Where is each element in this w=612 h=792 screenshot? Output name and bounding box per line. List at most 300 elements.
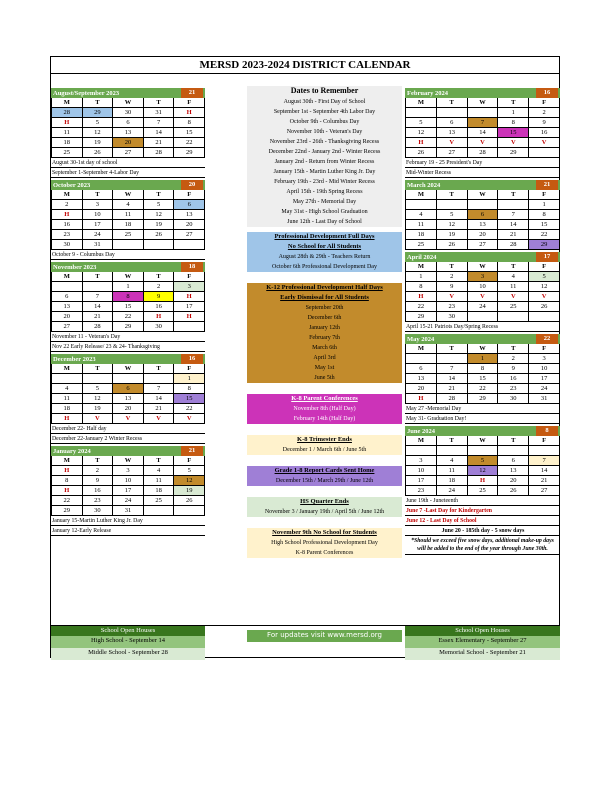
date-cell — [144, 506, 175, 516]
k8pc-date: February 14th (Half Day) — [293, 416, 356, 422]
month-name: February 2024 — [407, 89, 448, 97]
month-header — [51, 262, 205, 272]
date-cell: 30 — [144, 322, 175, 332]
date-cell: 14 — [144, 128, 175, 138]
school-day-count: 18 — [181, 262, 203, 272]
date-cell: 1 — [174, 374, 205, 384]
date-cell: 13 — [468, 220, 499, 230]
school-day-count: 21 — [181, 446, 203, 456]
month-grid — [51, 456, 205, 516]
date-cell: 16 — [83, 486, 114, 496]
date-cell: 26 — [498, 486, 529, 496]
date-cell: 14 — [83, 302, 114, 312]
date-cell: 22 — [529, 230, 560, 240]
date-cell: 1 — [468, 354, 499, 364]
dates-box — [247, 86, 402, 227]
date-cell: 31 — [83, 240, 114, 250]
spacer — [247, 455, 402, 461]
date-cell: H — [52, 414, 83, 424]
nov9-title: November 9th No School for Students — [272, 529, 377, 536]
date-cell: 13 — [174, 210, 205, 220]
date-cell: 22 — [52, 496, 83, 506]
date-cell — [83, 282, 114, 292]
date-cell: 26 — [529, 302, 560, 312]
month-header — [405, 252, 560, 262]
date-cell: 26 — [174, 496, 205, 506]
date-cell: 12 — [468, 466, 499, 476]
month-note: *Should we exceed five snow days, additional make-up days will be added to the end of the year through June 30th. — [405, 536, 560, 555]
date-cell — [468, 200, 499, 210]
date-cell: 4 — [437, 456, 468, 466]
month-grid — [51, 364, 205, 424]
date-cell: 23 — [437, 302, 468, 312]
date-cell: 2 — [52, 200, 83, 210]
date-cell: 8 — [529, 210, 560, 220]
month-block — [405, 88, 560, 178]
date-cell — [498, 200, 529, 210]
date-cell: 11 — [498, 282, 529, 292]
date-cell: 19 — [83, 404, 114, 414]
date-cell: 2 — [437, 272, 468, 282]
pd-title: Professional Development Full Days — [274, 233, 375, 240]
month-name: May 2024 — [407, 335, 435, 343]
date-cell: 3 — [468, 272, 499, 282]
date-cell: 10 — [113, 476, 144, 486]
month-note: June 7 -Last Day for Kindergarten — [405, 506, 560, 516]
date-cell: 5 — [83, 384, 114, 394]
date-cell: V — [529, 292, 560, 302]
date-cell: 6 — [498, 456, 529, 466]
month-note: August 30-1st day of school — [51, 158, 205, 168]
info-box — [247, 466, 402, 486]
date-cell: 29 — [174, 148, 205, 158]
day-header: T — [144, 364, 175, 374]
date-cell: V — [498, 292, 529, 302]
month-header — [405, 334, 560, 344]
day-header: W — [113, 272, 144, 282]
info-box — [247, 283, 402, 383]
date-cell: H — [406, 394, 437, 404]
date-cell: 15 — [113, 302, 144, 312]
day-header: T — [144, 190, 175, 200]
day-header: T — [83, 364, 114, 374]
date-cell: 24 — [83, 230, 114, 240]
date-cell: 5 — [529, 272, 560, 282]
date-cell: 19 — [83, 138, 114, 148]
date-cell: 17 — [83, 220, 114, 230]
nov9-line: High School Professional Development Day — [271, 540, 378, 546]
day-header: T — [437, 98, 468, 108]
day-header: T — [83, 272, 114, 282]
info-box — [247, 528, 402, 558]
month-header — [405, 88, 560, 98]
date-cell: 18 — [144, 486, 175, 496]
month-note: June 20 - 185th day - 5 snow days — [405, 526, 560, 536]
date-cell: 17 — [174, 302, 205, 312]
date-cell: 5 — [144, 200, 175, 210]
day-header: T — [83, 190, 114, 200]
k12-sub: Early Dismissal for All Students — [280, 294, 369, 301]
day-header: T — [83, 456, 114, 466]
date-cell: 16 — [144, 302, 175, 312]
date-cell — [437, 446, 468, 456]
date-cell: 3 — [113, 466, 144, 476]
date-cell: 20 — [498, 476, 529, 486]
month-name: October 2023 — [53, 181, 91, 189]
date-cell: 27 — [174, 230, 205, 240]
school-day-count: 16 — [536, 88, 558, 98]
date-cell — [174, 322, 205, 332]
date-cell — [113, 240, 144, 250]
k12-date: May 1st — [314, 365, 335, 371]
month-name: June 2024 — [407, 427, 435, 435]
date-cell: 21 — [144, 138, 175, 148]
date-cell: H — [406, 292, 437, 302]
day-header: T — [437, 344, 468, 354]
date-cell: 11 — [144, 476, 175, 486]
spacer — [247, 383, 402, 389]
day-header: T — [498, 436, 529, 446]
date-cell — [113, 374, 144, 384]
day-header: F — [174, 272, 205, 282]
date-cell: 8 — [498, 118, 529, 128]
day-header: W — [113, 364, 144, 374]
date-cell: 4 — [52, 384, 83, 394]
date-cell: H — [52, 486, 83, 496]
month-grid — [405, 190, 560, 250]
date-cell: 5 — [468, 456, 499, 466]
date-line: May 31st - High School Graduation — [281, 209, 368, 215]
date-cell: 24 — [468, 302, 499, 312]
date-cell: 12 — [83, 394, 114, 404]
hs-quarter-dates: November 3 / January 19th / April 5th / June 12th — [264, 509, 385, 515]
month-name: August/September 2023 — [53, 89, 120, 97]
date-cell: 5 — [437, 210, 468, 220]
date-cell: 21 — [437, 384, 468, 394]
date-cell: 28 — [468, 148, 499, 158]
day-header: W — [468, 344, 499, 354]
date-cell: 21 — [498, 230, 529, 240]
date-cell: 11 — [437, 466, 468, 476]
date-cell: 30 — [437, 312, 468, 322]
date-cell: V — [468, 138, 499, 148]
dates-column — [247, 86, 402, 558]
date-cell: H — [52, 210, 83, 220]
date-cell: 5 — [83, 118, 114, 128]
date-cell: 7 — [144, 118, 175, 128]
date-cell: 19 — [144, 220, 175, 230]
date-cell — [174, 506, 205, 516]
day-header: W — [113, 190, 144, 200]
month-note: May 31- Graduation Day! — [405, 414, 560, 424]
school-day-count: 8 — [536, 426, 558, 436]
date-cell: 29 — [83, 108, 114, 118]
date-cell: 22 — [406, 302, 437, 312]
date-cell: H — [174, 312, 205, 322]
date-cell: H — [174, 292, 205, 302]
day-header: T — [144, 456, 175, 466]
date-cell: 25 — [468, 486, 499, 496]
date-cell: 3 — [529, 354, 560, 364]
date-cell: 9 — [144, 292, 175, 302]
info-box — [247, 497, 402, 517]
date-cell: 12 — [529, 282, 560, 292]
open-house-memorial: Memorial School - September 21 — [405, 648, 560, 660]
month-grid — [405, 436, 560, 496]
date-cell: 13 — [52, 302, 83, 312]
date-line: February 19th - 23rd - Mid Winter Recess — [274, 179, 375, 185]
date-cell: 10 — [529, 364, 560, 374]
report-card-dates: December 15th / March 29th / June 12th — [275, 478, 374, 484]
school-day-count: 20 — [181, 180, 203, 190]
date-cell: 22 — [174, 404, 205, 414]
date-cell: 18 — [437, 476, 468, 486]
date-line: April 15th - 19th Spring Recess — [286, 189, 363, 195]
month-note: October 9 - Columbus Day — [51, 250, 205, 260]
school-day-count: 21 — [181, 88, 203, 98]
day-header: W — [468, 436, 499, 446]
spacer — [247, 486, 402, 492]
date-cell: 30 — [83, 506, 114, 516]
date-cell: 27 — [468, 240, 499, 250]
date-cell: 9 — [83, 476, 114, 486]
date-cell: 11 — [52, 128, 83, 138]
date-cell: 19 — [437, 230, 468, 240]
calendar-page — [50, 56, 560, 658]
right-column — [405, 86, 560, 555]
day-header: M — [406, 344, 437, 354]
date-cell: 20 — [174, 220, 205, 230]
dates-title: Dates to Remember — [290, 86, 359, 95]
pd-line: August 28th & 29th - Teachers Return — [278, 254, 371, 260]
month-block — [405, 426, 560, 555]
month-note: January 12-Early Release — [51, 526, 205, 536]
month-name: April 2024 — [407, 253, 437, 261]
footer — [51, 625, 559, 659]
date-cell — [529, 312, 560, 322]
date-cell: 1 — [498, 108, 529, 118]
date-cell: 13 — [498, 466, 529, 476]
date-cell: 19 — [174, 486, 205, 496]
date-cell: 5 — [174, 466, 205, 476]
date-cell: 1 — [406, 272, 437, 282]
date-cell: 15 — [174, 394, 205, 404]
date-cell: H — [52, 118, 83, 128]
date-cell: 9 — [529, 118, 560, 128]
date-cell — [529, 446, 560, 456]
date-cell: 20 — [113, 404, 144, 414]
date-cell: 8 — [174, 118, 205, 128]
date-cell — [174, 240, 205, 250]
open-house-essex: Essex Elementary - September 27 — [405, 636, 560, 648]
date-cell: 6 — [113, 118, 144, 128]
date-cell: 22 — [113, 312, 144, 322]
month-grid — [51, 190, 205, 250]
date-cell: 14 — [529, 466, 560, 476]
date-cell: 12 — [144, 210, 175, 220]
date-cell: 9 — [437, 282, 468, 292]
date-cell: 25 — [406, 240, 437, 250]
date-cell: 13 — [113, 128, 144, 138]
month-block — [51, 88, 205, 178]
date-cell: 15 — [529, 220, 560, 230]
school-day-count: 22 — [536, 334, 558, 344]
date-cell — [468, 312, 499, 322]
date-cell: 17 — [113, 486, 144, 496]
date-cell: 11 — [406, 220, 437, 230]
month-note: Nov 22 Early Release/ 23 & 24- Thanksgiving — [51, 342, 205, 352]
date-cell: 14 — [498, 220, 529, 230]
date-cell: 10 — [83, 210, 114, 220]
day-header: T — [437, 436, 468, 446]
date-cell: 1 — [529, 200, 560, 210]
school-day-count: 16 — [181, 354, 203, 364]
day-header: W — [468, 190, 499, 200]
date-cell: V — [144, 414, 175, 424]
report-card-title: Grade 1-8 Report Cards Sent Home — [274, 467, 375, 474]
date-cell: 31 — [113, 506, 144, 516]
date-cell: 26 — [406, 148, 437, 158]
date-line: November 23rd - 26th - Thanksgiving Recess — [269, 139, 380, 145]
date-cell — [468, 108, 499, 118]
date-cell: 27 — [529, 486, 560, 496]
date-cell — [52, 374, 83, 384]
day-header: M — [406, 98, 437, 108]
k12-date: March 6th — [312, 345, 337, 351]
date-cell: H — [144, 312, 175, 322]
date-cell: 23 — [52, 230, 83, 240]
updates-link[interactable]: For updates visit www.mersd.org — [247, 630, 402, 642]
date-cell: 25 — [144, 496, 175, 506]
date-cell: V — [468, 292, 499, 302]
date-cell: 4 — [113, 200, 144, 210]
date-cell: 29 — [406, 312, 437, 322]
date-cell: 11 — [52, 394, 83, 404]
month-note: February 19 - 25 President's Day — [405, 158, 560, 168]
month-header — [51, 180, 205, 190]
day-header: F — [529, 190, 560, 200]
date-cell: 28 — [52, 108, 83, 118]
page-title: MERSD 2023-2024 DISTRICT CALENDAR — [51, 57, 559, 74]
date-cell — [52, 282, 83, 292]
date-cell: V — [174, 414, 205, 424]
day-header: T — [498, 262, 529, 272]
date-cell: 20 — [468, 230, 499, 240]
day-header: M — [52, 456, 83, 466]
date-cell: 16 — [529, 128, 560, 138]
nov9-line: K-8 Parent Conferences — [295, 550, 354, 556]
month-block — [405, 180, 560, 250]
date-cell: V — [498, 138, 529, 148]
k12-date: January 12th — [309, 325, 340, 331]
date-cell: 6 — [406, 364, 437, 374]
pd-sub: No School for All Students — [287, 243, 362, 250]
day-header: M — [52, 98, 83, 108]
day-header: T — [437, 262, 468, 272]
date-cell: 2 — [83, 466, 114, 476]
day-header: T — [498, 190, 529, 200]
spacer — [247, 272, 402, 278]
date-cell: 24 — [529, 384, 560, 394]
date-cell: 26 — [144, 230, 175, 240]
date-cell: 30 — [52, 240, 83, 250]
school-day-count: 17 — [536, 252, 558, 262]
day-header: F — [174, 98, 205, 108]
date-cell — [498, 446, 529, 456]
month-grid — [405, 98, 560, 158]
day-header: F — [174, 456, 205, 466]
day-header: F — [529, 344, 560, 354]
month-note: January 15-Martin Luther King Jr. Day — [51, 516, 205, 526]
date-cell: 4 — [498, 272, 529, 282]
date-cell — [437, 354, 468, 364]
date-cell: 7 — [529, 456, 560, 466]
date-cell: 17 — [529, 374, 560, 384]
date-cell: 12 — [83, 128, 114, 138]
date-cell — [406, 108, 437, 118]
date-cell: 14 — [437, 374, 468, 384]
k8pc-date: November 8th (Half Day) — [293, 406, 356, 412]
date-cell: 25 — [498, 302, 529, 312]
date-cell: 18 — [52, 138, 83, 148]
k8pc-title: K-8 Parent Conferences — [291, 395, 358, 402]
day-header: T — [437, 190, 468, 200]
date-cell: H — [406, 138, 437, 148]
date-cell — [529, 148, 560, 158]
open-house-title-left: School Open Houses — [51, 626, 205, 636]
day-header: W — [113, 98, 144, 108]
date-cell: 21 — [529, 476, 560, 486]
date-cell — [144, 374, 175, 384]
month-header — [405, 426, 560, 436]
date-cell: 18 — [52, 404, 83, 414]
date-cell — [437, 200, 468, 210]
date-cell: 23 — [406, 486, 437, 496]
date-cell: 13 — [437, 128, 468, 138]
date-cell: 7 — [83, 292, 114, 302]
date-cell: V — [83, 414, 114, 424]
date-line: October 9th - Columbus Day — [289, 119, 360, 125]
day-header: M — [52, 364, 83, 374]
date-cell: 17 — [406, 476, 437, 486]
date-cell: 29 — [52, 506, 83, 516]
month-note: September 1-September 4-Labor Day — [51, 168, 205, 178]
date-cell: 29 — [529, 240, 560, 250]
date-cell: 6 — [174, 200, 205, 210]
pd-line: October 6th Professional Development Day — [272, 264, 377, 270]
month-note: April 15-21 Patriots Day/Spring Recess — [405, 322, 560, 332]
date-cell: 26 — [83, 148, 114, 158]
date-cell: 13 — [406, 374, 437, 384]
date-cell: 25 — [113, 230, 144, 240]
date-cell: H — [174, 108, 205, 118]
day-header: W — [113, 456, 144, 466]
day-header: W — [468, 98, 499, 108]
month-name: November 2023 — [53, 263, 97, 271]
date-cell: 31 — [529, 394, 560, 404]
day-header: F — [174, 364, 205, 374]
date-cell: H — [468, 476, 499, 486]
date-cell: 24 — [113, 496, 144, 506]
month-grid — [51, 272, 205, 332]
day-header: T — [144, 98, 175, 108]
date-cell — [144, 240, 175, 250]
date-cell: 27 — [52, 322, 83, 332]
date-cell: 8 — [406, 282, 437, 292]
date-cell: V — [113, 414, 144, 424]
date-cell: 22 — [468, 384, 499, 394]
month-note: Mid-Winter Recess — [405, 168, 560, 178]
